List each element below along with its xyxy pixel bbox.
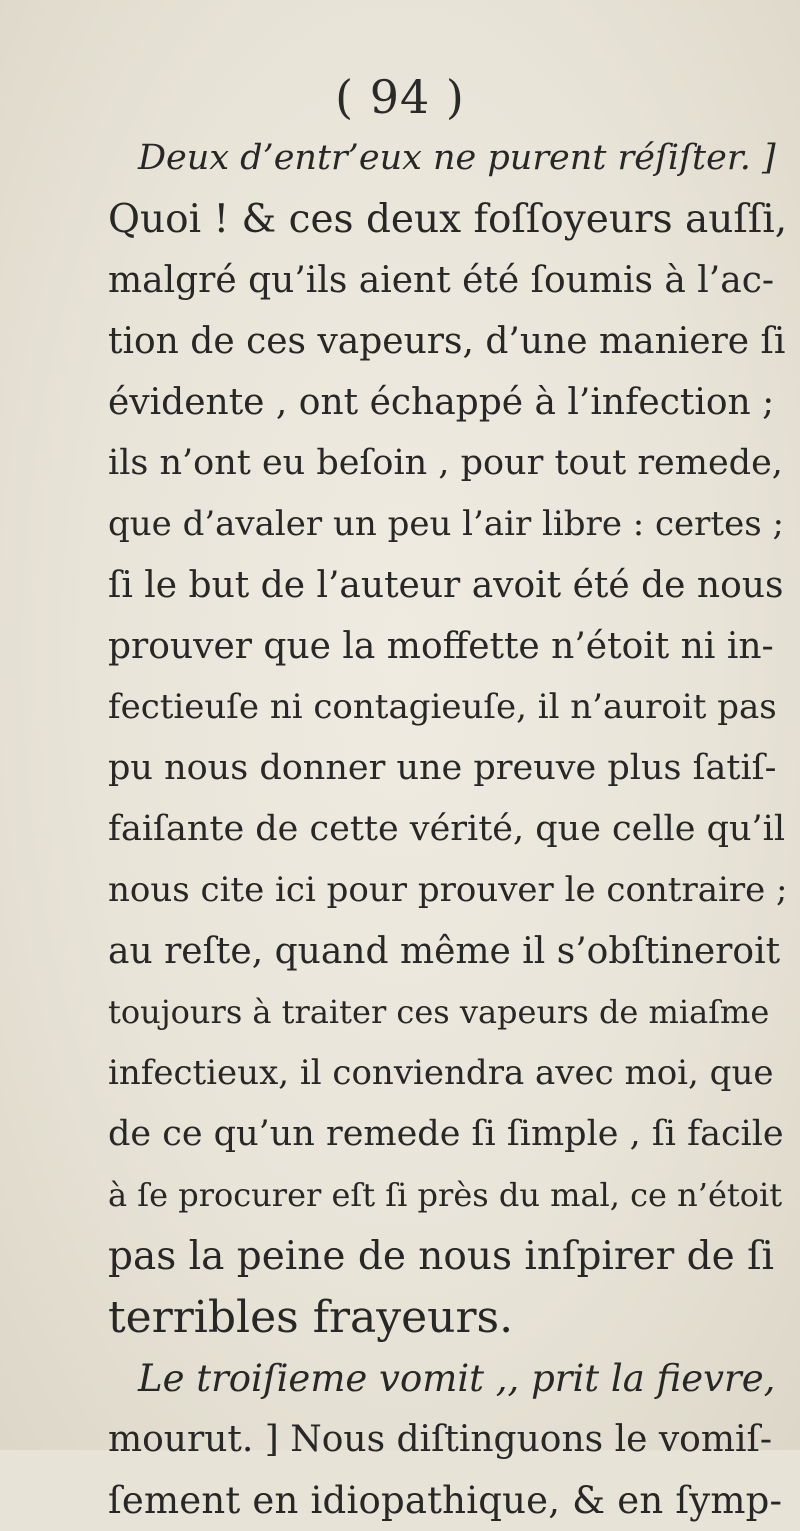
- text-line: terribles frayeurs.: [108, 1292, 514, 1343]
- text-line: Deux d’entr’eux ne purent réſiſter. ]: [138, 138, 776, 178]
- text-line: pas la peine de nous inſpirer de ſi: [108, 1234, 775, 1279]
- page-number: ( 94 ): [335, 70, 465, 124]
- text-line: ſement en idiopathique, & en ſymp-: [108, 1479, 783, 1522]
- text-line: de ce qu’un remede ſi ſimple , ſi facile: [108, 1114, 784, 1154]
- text-line: nous cite ici pour prouver le contraire ;: [108, 870, 788, 910]
- text-line: que d’avaler un peu l’air libre : certes ;: [108, 504, 784, 544]
- text-line: ils n’ont eu beſoin , pour tout remede,: [108, 443, 783, 483]
- text-line: infectieux, il conviendra avec moi, que: [108, 1053, 774, 1093]
- text-line: au reſte, quand même il s’obſtineroit: [108, 931, 781, 972]
- text-line: toujours à traiter ces vapeurs de miaſme: [108, 993, 770, 1031]
- text-line: fectieuſe ni contagieuſe, il n’auroit pas: [108, 687, 777, 727]
- text-line: ſi le but de l’auteur avoit été de nous: [108, 565, 784, 606]
- text-line: à ſe procurer eſt ſi près du mal, ce n’étoit: [108, 1176, 783, 1214]
- body-text: [108, 128, 788, 1531]
- text-line: malgré qu’ils aient été ſoumis à l’ac-: [108, 260, 775, 301]
- text-line: prouver que la moffette n’étoit ni in-: [108, 626, 774, 667]
- text-line: Le troiſieme vomit ,, prit la fievre,: [138, 1357, 776, 1400]
- text-line: mourut. ] Nous diſtinguons le vomiſ-: [108, 1419, 772, 1460]
- text-line: tion de ces vapeurs, d’une maniere ſi: [108, 321, 786, 362]
- text-line: Quoi ! & ces deux foſſoyeurs auſſi,: [108, 197, 788, 242]
- text-line: évidente , ont échappé à l’infection ;: [108, 382, 775, 423]
- text-line: pu nous donner une preuve plus ſatiſ-: [108, 748, 777, 788]
- text-line: faiſante de cette vérité, que celle qu’il: [108, 809, 786, 849]
